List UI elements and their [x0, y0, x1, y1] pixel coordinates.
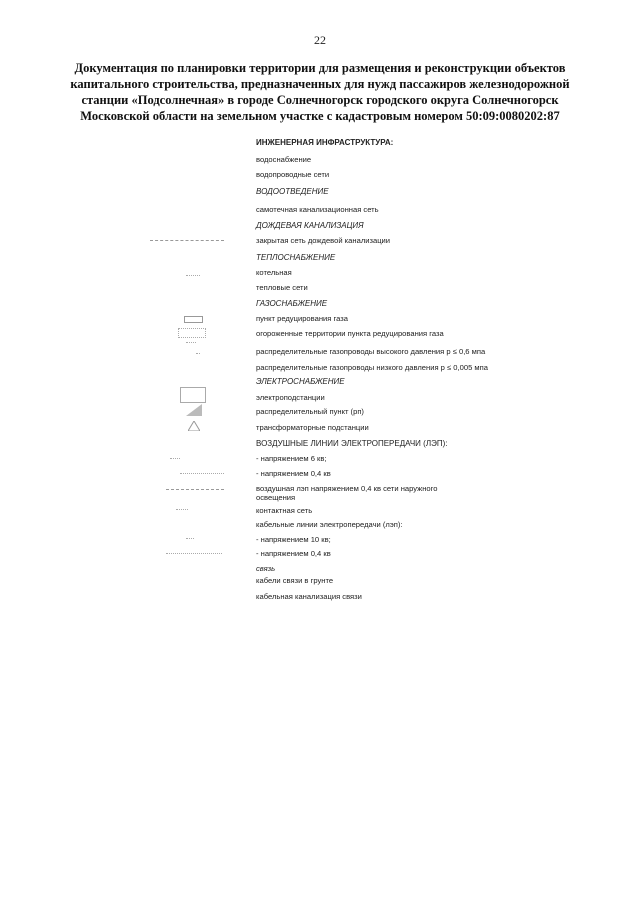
main-heading: ИНЖЕНЕРНАЯ ИНФРАСТРУКТУРА: [256, 138, 394, 147]
oh-light-label-1: воздушная лэп напряжением 0,4 кв сети наружного [256, 484, 438, 493]
electric-heading: ЭЛЕКТРОСНАБЖЕНИЕ [256, 377, 345, 386]
transformer-label: трансформаторные подстанции [256, 423, 369, 432]
substation-label: электроподстанции [256, 393, 325, 402]
gas-fenced-symbol [178, 328, 206, 338]
gas-point-symbol [184, 316, 203, 323]
dist-point-symbol [186, 404, 202, 416]
oh-6kv-label: - напряжением 6 кв; [256, 454, 327, 463]
substation-symbol [180, 387, 206, 403]
storm-sewer-symbol [150, 240, 224, 241]
water-networks-label: водопроводные сети [256, 170, 330, 179]
document-title: Документация по планировки территории для размещения и реконструкции объектов капитального строительства, предназначенных для нужд пассажиров железнодорожной станции «Подсолнечная» в городе Солнечногорск городского округа Солнечногорск Московской области на земельном участке с кадастровым номером 50:09:0080202:87 [70, 61, 570, 123]
transformer-symbol [188, 421, 200, 431]
heat-network-symbol [186, 275, 200, 276]
comm-heading: связь [256, 564, 276, 573]
oh-04kv-label: - напряжением 0,4 кв [256, 469, 331, 478]
water-supply-label: водоснабжение [256, 155, 312, 164]
storm-closed-label: закрытая сеть дождевой канализации [256, 236, 391, 245]
gas-high-symbol [186, 342, 196, 343]
oh-light-symbol [166, 489, 224, 490]
gas-point-label: пункт редуцирования газа [256, 314, 348, 323]
contact-label: контактная сеть [256, 506, 313, 515]
dist-point-label: распределительный пункт (рп) [256, 407, 364, 416]
oh-04kv-symbol [180, 473, 224, 474]
cable-10kv-label: - напряжением 10 кв; [256, 535, 331, 544]
cable-04kv-label: - напряжением 0,4 кв [256, 549, 331, 558]
cable-10kv-symbol [186, 538, 194, 539]
gas-high-label: распределительные газопроводы высокого давления р ≤ 0,6 мпа [256, 347, 486, 356]
gas-low-label: распределительные газопроводы низкого давления р ≤ 0,005 мпа [256, 363, 488, 372]
comm-ground-label: кабели связи в грунте [256, 576, 334, 585]
gas-heading: ГАЗОСНАБЖЕНИЕ [256, 299, 328, 308]
gas-fenced-label: огороженные территории пункта редуцирования газа [256, 329, 444, 338]
heat-networks-label: тепловые сети [256, 283, 308, 292]
boiler-label: котельная [256, 268, 292, 277]
oh-6kv-symbol [170, 458, 180, 459]
page-number: 22 [314, 33, 326, 47]
comm-duct-label: кабельная канализация связи [256, 592, 362, 601]
cable-heading: кабельные линии электропередачи (лэп): [256, 520, 403, 529]
drainage-heading: ВОДООТВЕДЕНИЕ [256, 187, 329, 196]
gas-low-symbol [196, 353, 200, 354]
cable-04kv-symbol [166, 553, 222, 554]
storm-heading: ДОЖДЕВАЯ КАНАЛИЗАЦИЯ [256, 221, 364, 230]
gravity-sewer-label: самотечная канализационная сеть [256, 205, 379, 214]
heat-heading: ТЕПЛОСНАБЖЕНИЕ [256, 253, 336, 262]
overhead-heading: ВОЗДУШНЫЕ ЛИНИИ ЭЛЕКТРОПЕРЕДАЧИ (ЛЭП): [256, 439, 448, 448]
contact-symbol [176, 509, 188, 510]
oh-light-label-2: освещения [256, 493, 296, 502]
